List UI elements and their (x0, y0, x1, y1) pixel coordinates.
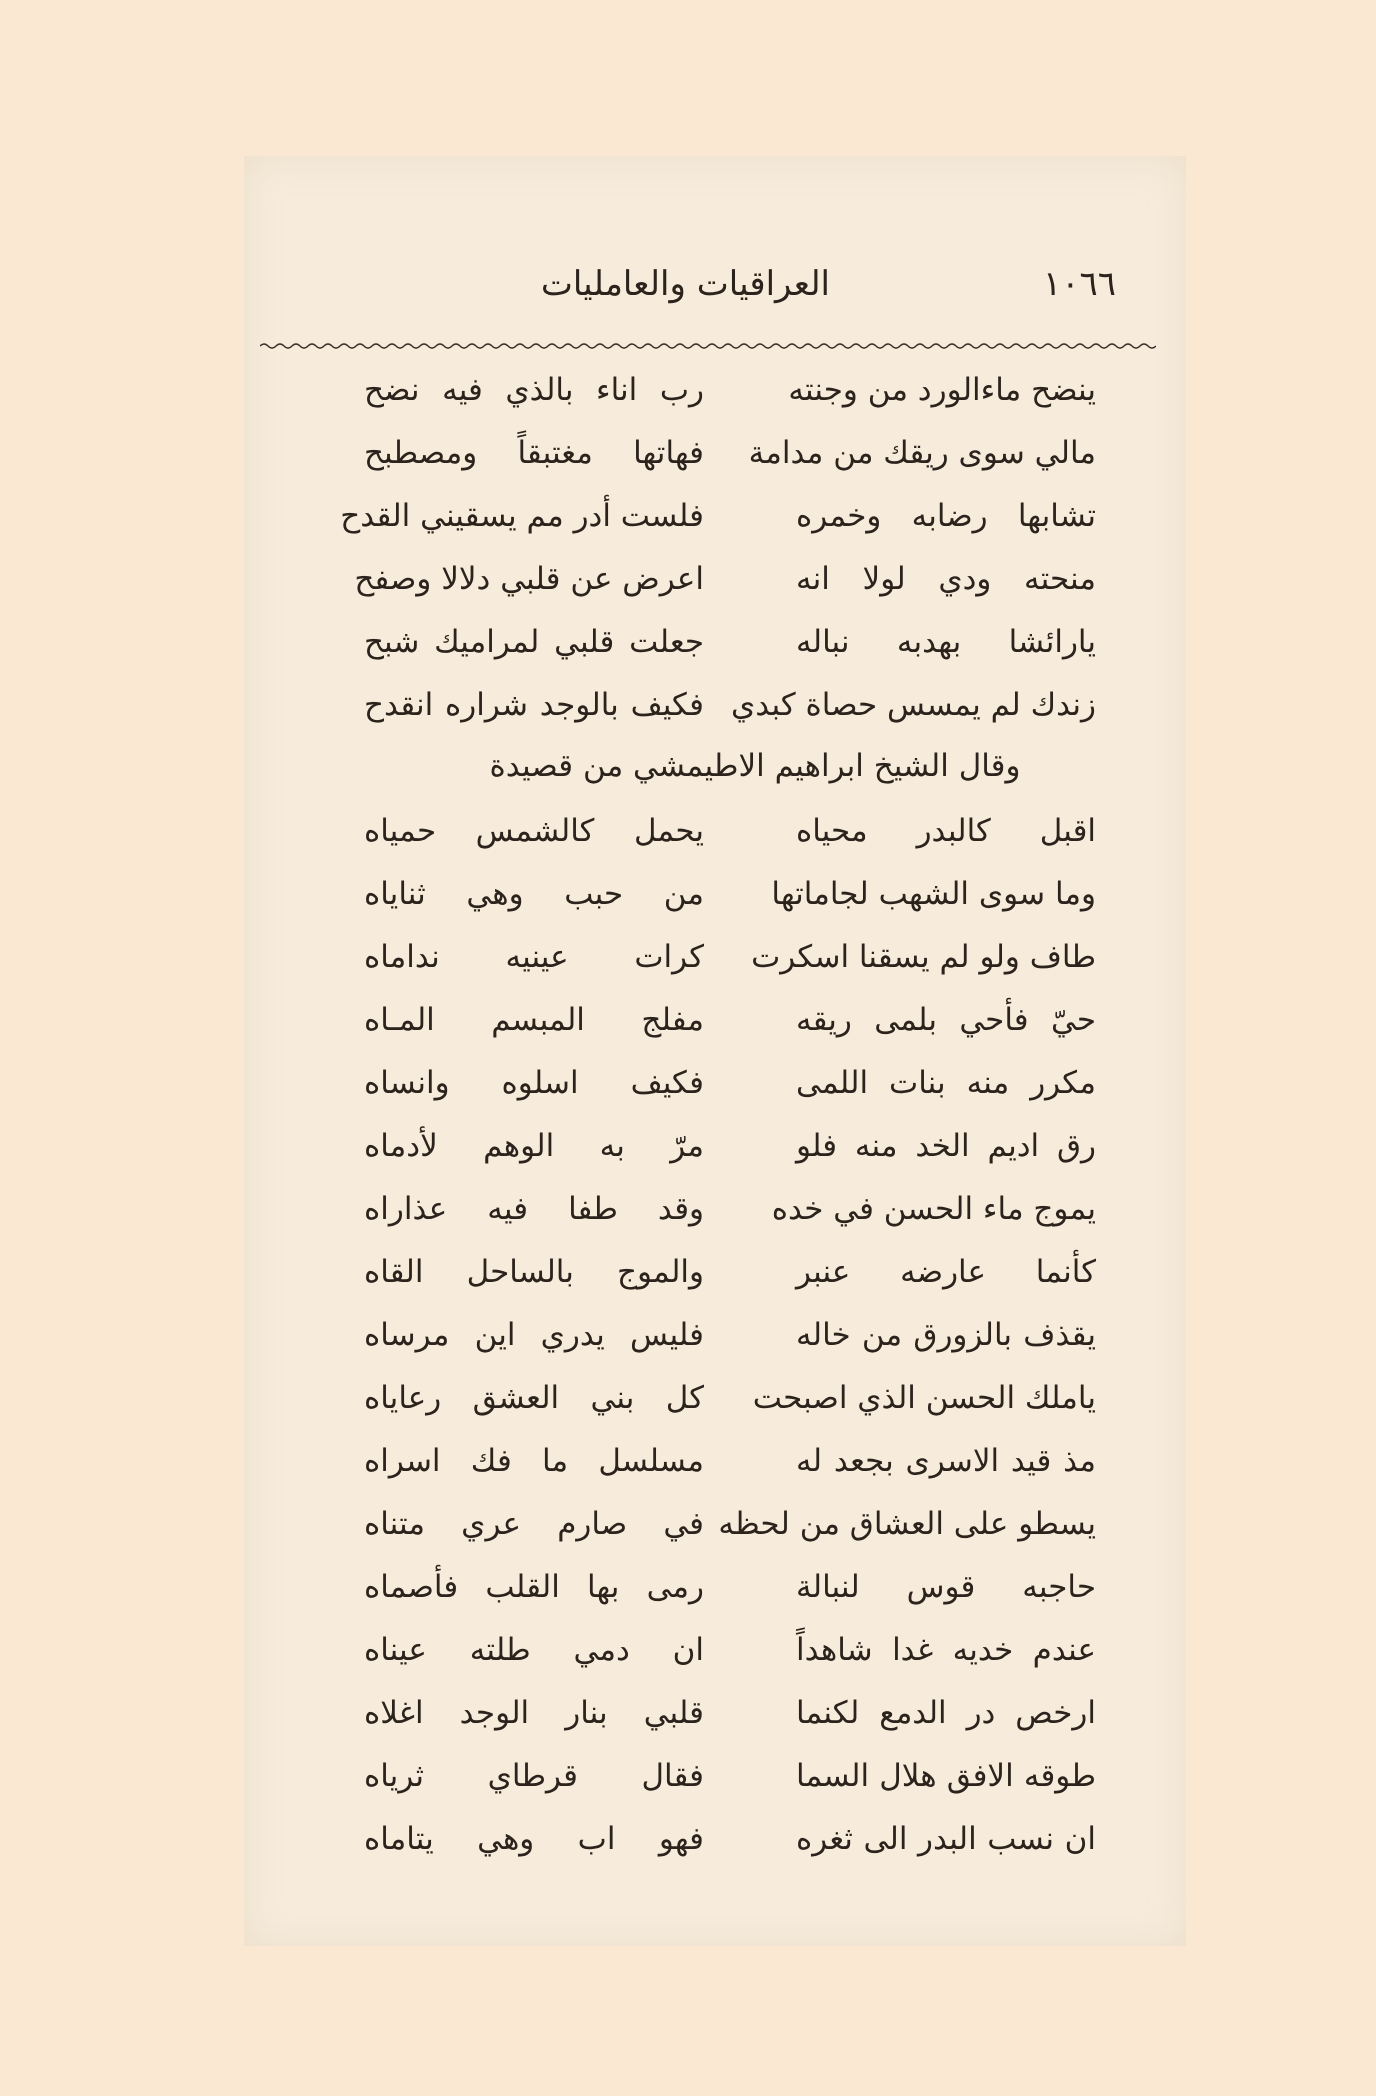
second-hemistich: في صارم عري متناه (364, 1506, 704, 1542)
section-heading: وقال الشيخ ابراهيم الاطيمشي من قصيدة (489, 748, 1021, 784)
first-hemistich: مالي سوى ريقك من مدامة (748, 435, 1096, 471)
second-hemistich: ان دمي طلته عيناه (364, 1632, 704, 1668)
second-hemistich: مفلج المبسم المـاه (364, 1002, 704, 1038)
couplet (244, 1748, 1186, 1811)
couplet (244, 1181, 1186, 1244)
couplet (244, 1811, 1186, 1874)
first-hemistich: ياملك الحسن الذي اصبحت (752, 1380, 1096, 1416)
page-number: ١٠٦٦ (1042, 264, 1116, 304)
first-hemistich: يقذف بالزورق من خاله (796, 1317, 1096, 1353)
couplet (244, 1496, 1186, 1559)
first-hemistich: تشابها رضابه وخمره (796, 498, 1096, 534)
first-hemistich: اقبل كالبدر محياه (796, 813, 1096, 849)
couplet (244, 1118, 1186, 1181)
first-hemistich: ينضح ماءالورد من وجنته (788, 372, 1096, 408)
couplet (244, 992, 1186, 1055)
second-hemistich: من حبب وهي ثناياه (364, 876, 704, 912)
first-hemistich: يارائشا بهدبه نباله (796, 624, 1096, 660)
couplet (244, 1685, 1186, 1748)
second-hemistich: فقال قرطاي ثرياه (364, 1758, 704, 1794)
second-hemistich: مسلسل ما فك اسراه (364, 1443, 704, 1479)
second-hemistich: فكيف اسلوه وانساه (364, 1065, 704, 1101)
second-hemistich: يحمل كالشمس حمياه (364, 813, 704, 849)
second-hemistich: قلبي بنار الوجد اغلاه (364, 1695, 704, 1731)
second-hemistich: والموج بالساحل القاه (364, 1254, 704, 1290)
first-hemistich: ان نسب البدر الى ثغره (796, 1821, 1096, 1857)
first-hemistich: يسطو على العشاق من لحظه (718, 1506, 1096, 1542)
first-hemistich: ارخص در الدمع لكنما (796, 1695, 1096, 1731)
second-hemistich: كل بني العشق رعاياه (364, 1380, 704, 1416)
verses (244, 362, 1186, 1874)
first-hemistich: حيّ فأحي بلمى ريقه (796, 1002, 1096, 1038)
couplet (244, 551, 1186, 614)
page-header (244, 264, 1186, 324)
couplet (244, 1307, 1186, 1370)
second-hemistich: فهاتها مغتبقاً ومصطبح (364, 435, 704, 471)
second-hemistich: فكيف بالوجد شراره انقدح (364, 687, 704, 723)
couplet (244, 866, 1186, 929)
couplet (244, 425, 1186, 488)
second-hemistich: كرات عينيه نداماه (364, 939, 704, 975)
couplet (244, 1622, 1186, 1685)
first-hemistich: منحته ودي لولا انه (796, 561, 1096, 597)
first-hemistich: طوقه الافق هلال السما (796, 1758, 1096, 1794)
book-page (244, 156, 1186, 1946)
couplet (244, 677, 1186, 740)
second-hemistich: رب اناء بالذي فيه نضح (364, 372, 704, 408)
couplet (244, 1370, 1186, 1433)
second-hemistich: رمى بها القلب فأصماه (364, 1569, 704, 1605)
second-hemistich: وقد طفا فيه عذاراه (364, 1191, 704, 1227)
header-rule (260, 342, 1156, 350)
couplet (244, 929, 1186, 992)
first-hemistich: وما سوى الشهب لجاماتها (771, 876, 1096, 912)
couplet (244, 1559, 1186, 1622)
couplet (244, 362, 1186, 425)
second-hemistich: فليس يدري اين مرساه (364, 1317, 704, 1353)
second-hemistich: فهو اب وهي يتاماه (364, 1821, 704, 1857)
first-hemistich: مذ قيد الاسرى بجعد له (796, 1443, 1096, 1479)
first-hemistich: مكرر منه بنات اللمى (796, 1065, 1096, 1101)
couplet (244, 488, 1186, 551)
couplet (244, 614, 1186, 677)
couplet (244, 1244, 1186, 1307)
first-hemistich: كأنما عارضه عنبر (796, 1254, 1096, 1290)
first-hemistich: طاف ولو لم يسقنا اسكرت (751, 939, 1096, 975)
couplet (244, 1055, 1186, 1118)
second-hemistich: اعرض عن قلبي دلالا وصفح (354, 561, 704, 597)
second-hemistich: مرّ به الوهم لأدماه (364, 1128, 704, 1164)
first-hemistich: عندم خديه غدا شاهداً (796, 1632, 1096, 1668)
first-hemistich: رق اديم الخد منه فلو (796, 1128, 1096, 1164)
first-hemistich: يموج ماء الحسن في خده (771, 1191, 1096, 1227)
running-title: العراقيات والعامليات (540, 264, 830, 304)
second-hemistich: فلست أدر مم يسقيني القدح (340, 498, 704, 534)
couplet (244, 803, 1186, 866)
first-hemistich: حاجبه قوس لنبالة (796, 1569, 1096, 1605)
first-hemistich: زندك لم يمسس حصاة كبدي (730, 687, 1096, 723)
second-hemistich: جعلت قلبي لمراميك شبح (364, 624, 704, 660)
couplet (244, 1433, 1186, 1496)
